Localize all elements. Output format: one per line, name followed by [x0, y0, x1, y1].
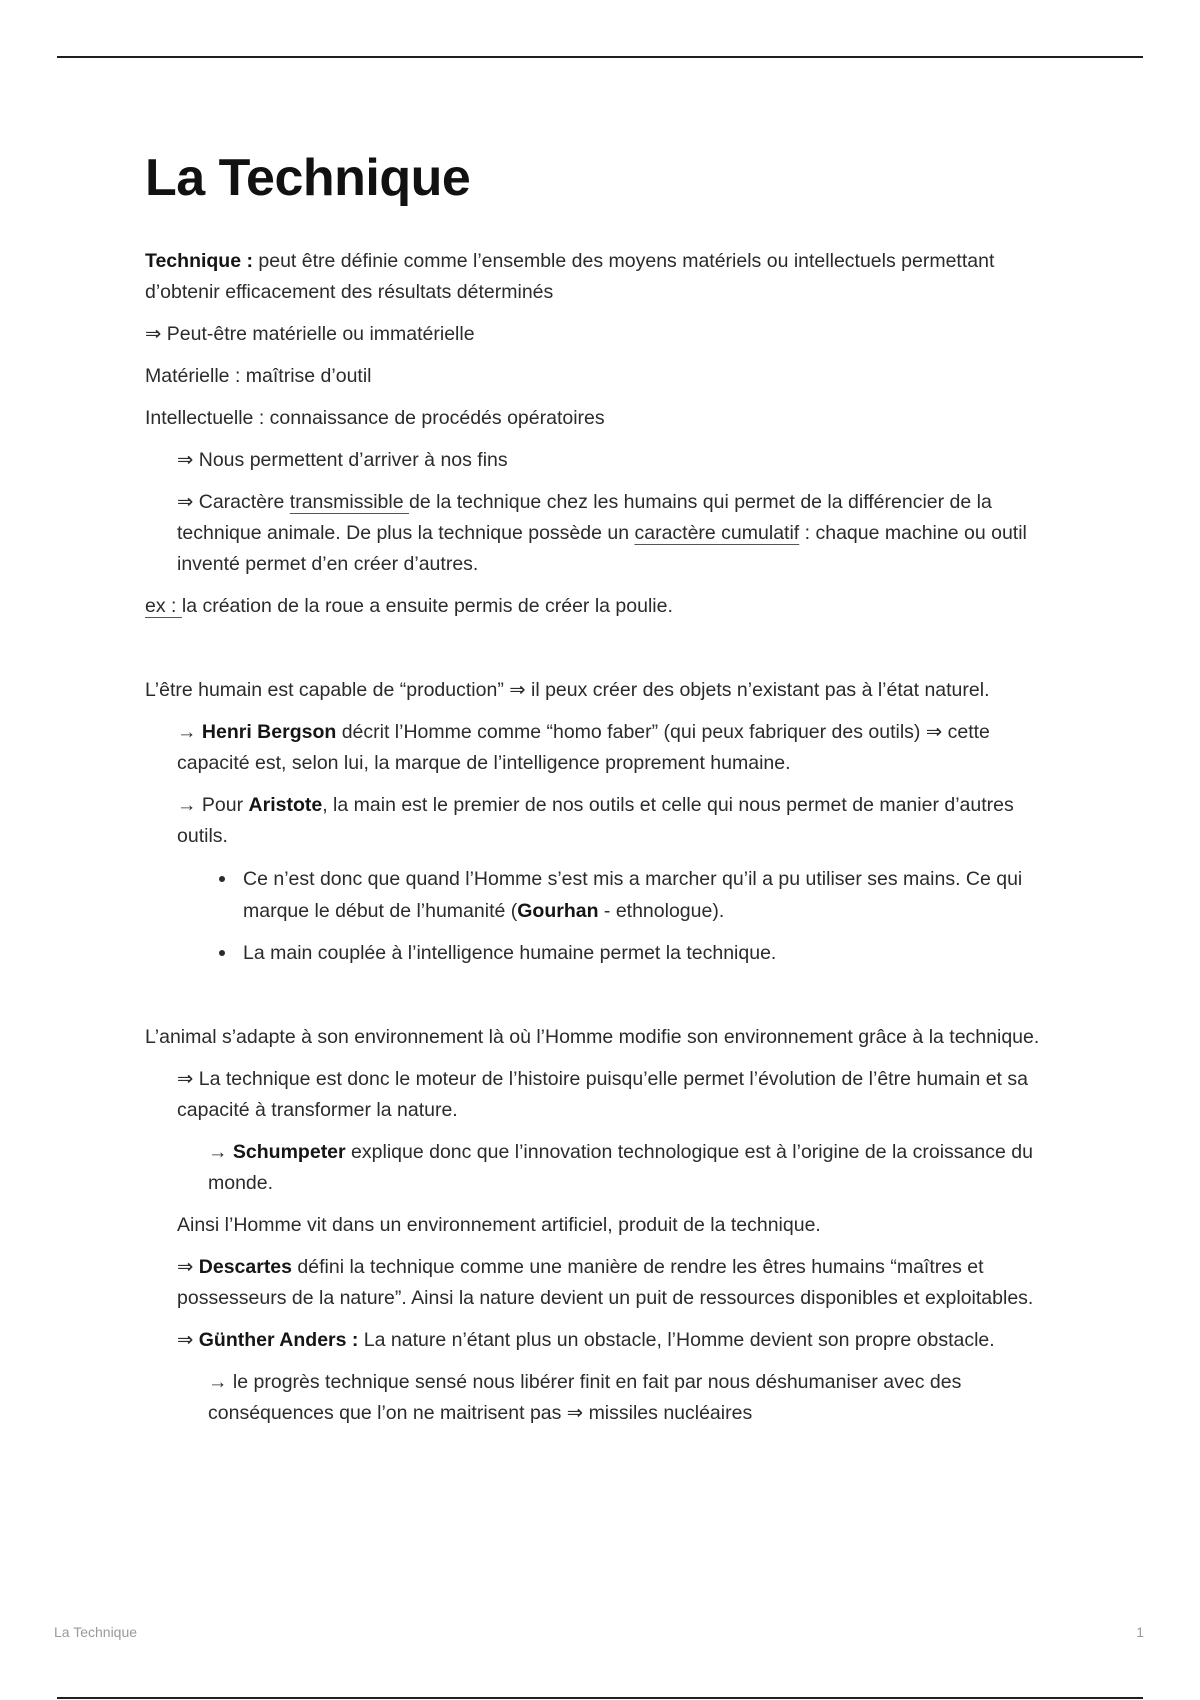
- definition: [145, 246, 1065, 308]
- text-run: → Pour: [177, 794, 249, 816]
- document-body: [145, 148, 1065, 1440]
- page-number: 1: [1136, 1624, 1144, 1640]
- paragraph-bergson: [177, 717, 1065, 779]
- text-run: de la technique chez les humains qui permet de la différencier de la technique animale. De plus la technique possède un: [177, 491, 992, 544]
- text-run: explique donc que l’innovation technologique est à l’origine de la croissance du monde.: [208, 1141, 1033, 1194]
- text-run: - ethnologue).: [598, 900, 725, 922]
- paragraph-material-immaterial: ⇒ Peut-être matérielle ou immatérielle: [145, 323, 475, 345]
- paragraph-moteur: ⇒ La technique est donc le moteur de l’histoire puisqu’elle permet l’évolution de l’être humain et sa capacité à transformer la nature.: [177, 1068, 1028, 1121]
- section-gap: [145, 633, 1065, 675]
- text-run: Ce n’est donc que quand l’Homme s’est mis a marcher qu’il a pu utiliser ses mains. Ce qui marque le début de l’humanité (: [243, 868, 1023, 922]
- paragraph-ainsi: Ainsi l’Homme vit dans un environnement artificiel, produit de la technique.: [177, 1214, 821, 1236]
- paragraph-materielle: Matérielle : maîtrise d’outil: [145, 365, 372, 387]
- paragraph-descartes: [177, 1252, 1065, 1314]
- list-item: La main couplée à l’intelligence humaine permet la technique.: [243, 937, 1065, 969]
- name-gourhan: Gourhan: [517, 900, 599, 922]
- bullet-list: [145, 863, 1065, 969]
- underlined-transmissible: transmissible: [289, 491, 409, 513]
- paragraph-nos-fins: ⇒ Nous permettent d’arriver à nos fins: [177, 449, 508, 471]
- paragraph-production: L’être humain est capable de “production” ⇒ il peux créer des objets n’existant pas à l’état naturel.: [145, 679, 990, 701]
- bottom-rule: [57, 1697, 1143, 1699]
- underlined-ex: ex :: [145, 595, 182, 617]
- definition-text: peut être définie comme l’ensemble des moyens matériels ou intellectuels permettant d’obtenir efficacement des résultats déterminés: [145, 250, 995, 303]
- text-run: ⇒ Caractère: [177, 491, 290, 513]
- underlined-caractere-cumulatif: caractère cumulatif: [634, 522, 800, 544]
- text-run: →: [208, 1141, 233, 1163]
- paragraph-transmissible: [177, 487, 1065, 580]
- name-anders: Günther Anders :: [198, 1329, 359, 1351]
- paragraph-intellectuelle: Intellectuelle : connaissance de procédés opératoires: [145, 407, 605, 429]
- text-run: , la main est le premier de nos outils et celle qui nous permet de manier d’autres outils.: [177, 794, 1014, 847]
- paragraph-example: [145, 591, 1065, 622]
- paragraph-animal: L’animal s’adapte à son environnement là où l’Homme modifie son environnement grâce à la technique.: [145, 1026, 1040, 1048]
- name-schumpeter: Schumpeter: [232, 1141, 346, 1163]
- text-run: décrit l’Homme comme “homo faber” (qui peux fabriquer des outils) ⇒ cette capacité est, selon lui, la marque de l’intelligence proprement humaine.: [177, 721, 990, 774]
- text-run: : chaque machine ou outil inventé permet d’en créer d’autres.: [177, 522, 1027, 575]
- paragraph-aristote: [177, 790, 1065, 852]
- text-run: ⇒: [177, 1329, 199, 1351]
- name-descartes: Descartes: [198, 1256, 292, 1278]
- name-aristote: Aristote: [248, 794, 323, 816]
- text-run: La nature n’étant plus un obstacle, l’Homme devient son propre obstacle.: [358, 1329, 995, 1351]
- text-run: →: [177, 721, 202, 743]
- text-run: ⇒: [177, 1256, 199, 1278]
- name-bergson: Henri Bergson: [201, 721, 337, 743]
- section-gap: [145, 980, 1065, 1022]
- list-item: [243, 863, 1065, 927]
- text-run: défini la technique comme une manière de rendre les êtres humains “maîtres et possesseurs de la nature”. Ainsi la nature devient un puit de ressources disponibles et exploitables.: [177, 1256, 1034, 1309]
- paragraph-progres: → le progrès technique sensé nous libérer finit en fait par nous déshumaniser avec des conséquences que l’on ne maitrisent pas ⇒ missiles nucléaires: [208, 1371, 962, 1424]
- footer-title: La Technique: [54, 1624, 138, 1640]
- page-title: La Technique: [145, 149, 471, 207]
- top-rule: [57, 56, 1143, 58]
- text-run: la création de la roue a ensuite permis de créer la poulie.: [181, 595, 673, 617]
- paragraph-schumpeter: [208, 1137, 1065, 1199]
- paragraph-anders: [177, 1325, 1065, 1356]
- definition-term: Technique :: [145, 250, 253, 272]
